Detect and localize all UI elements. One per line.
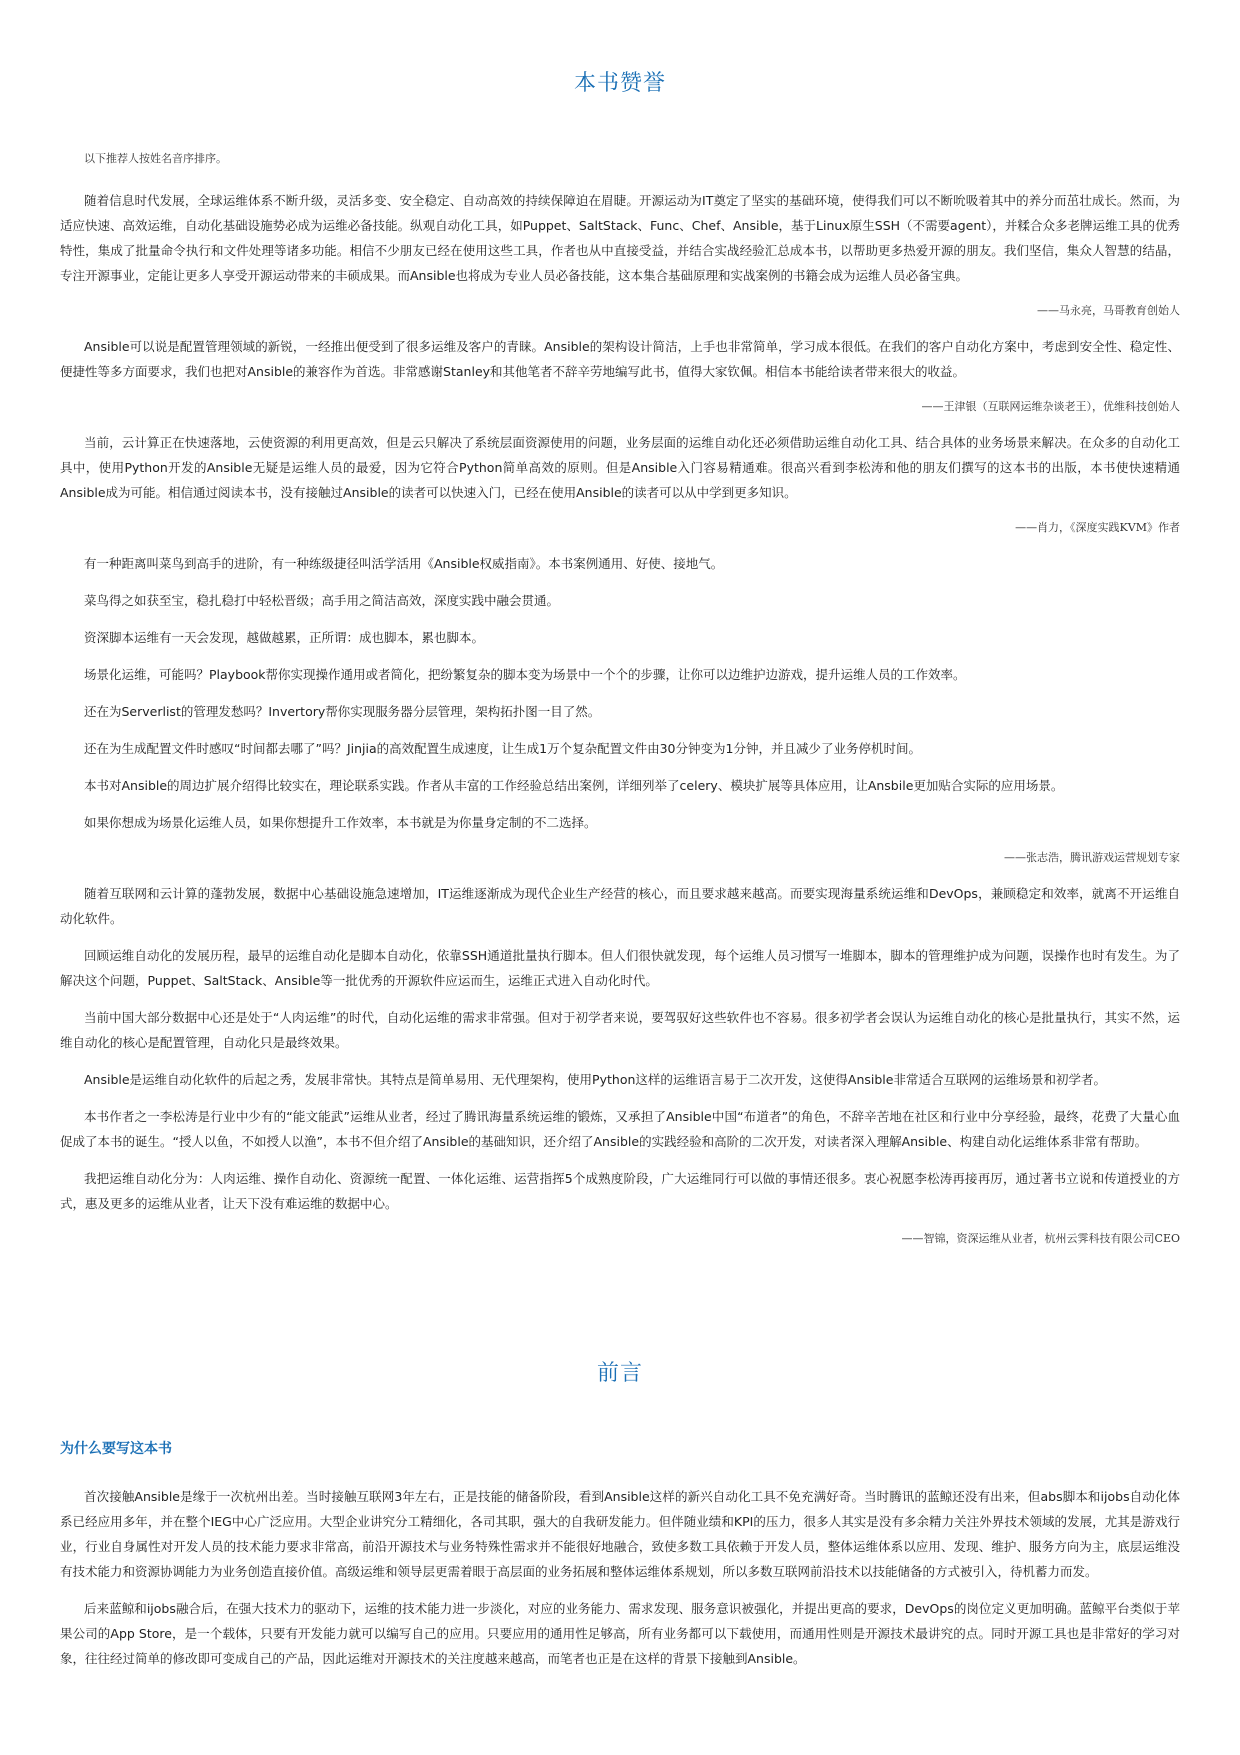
preface-paragraph: 首次接触Ansible是缘于一次杭州出差。当时接触互联网3年左右，正是技能的储备阶段，看到Ansible这样的新兴自动化工具不免充满好奇。当时腾讯的蓝鲸还没有出来，但abs脚本和ijobs自动化体系已经应用多年，并在整个IEG中心广泛应用。大型企业讲究分工精细化，各司其职，强大的自我研发能力。但伴随业绩和KPI的压力，很多人其实是没有多余精力关注外界技术领域的发展，尤其是游戏行业，行业自身属性对开发人员的技术能力要求非常高，前沿开源技术与业务特殊性需求并不能很好地融合，致使多数工具依赖于开发人员，整体运维体系以应用、发现、维护、服务方向为主，底层运维没有技术能力和资源协调能力为业务创造直接价值。高级运维和领导层更需着眼于高层面的业务拓展和整体运维体系规划，所以多数互联网前沿技术以技能储备的方式被引入，待机蓄力而发。: [60, 1489, 1180, 1579]
endorsement-line: 本书对Ansible的周边扩展介绍得比较实在，理论联系实践。作者从丰富的工作经验总结出案例，详细列举了celery、模块扩展等具体应用，让Ansbile更加贴合实际的应用场景。: [84, 778, 1064, 793]
endorsement-2: [60, 334, 1180, 418]
endorsement-paragraph: 回顾运维自动化的发展历程，最早的运维自动化是脚本自动化，依靠SSH通道批量执行脚本。但人们很快就发现，每个运维人员习惯写一堆脚本，脚本的管理维护成为问题，误操作也时有发生。为了解决这个问题，Puppet、SaltStack、Ansible等一批优秀的开源软件应运而生，运维正式进入自动化时代。: [60, 948, 1180, 988]
endorsement-paragraph: 本书作者之一李松涛是行业中少有的“能文能武”运维从业者，经过了腾讯海量系统运维的锻炼，又承担了Ansible中国“布道者”的角色，不辞辛苦地在社区和行业中分享经验，最终，花费了大量心血促成了本书的诞生。“授人以鱼，不如授人以渔”，本书不但介绍了Ansible的基础知识，还介绍了Ansible的实践经验和高阶的二次开发，对读者深入理解Ansible、构建自动化运维体系非常有帮助。: [60, 1109, 1180, 1149]
endorsement-paragraph: 我把运维自动化分为：人肉运维、操作自动化、资源统一配置、一体化运维、运营指挥5个成熟度阶段，广大运维同行可以做的事情还很多。衷心祝愿李松涛再接再厉，通过著书立说和传道授业的方式，惠及更多的运维从业者，让天下没有难运维的数据中心。: [60, 1171, 1180, 1211]
endorsement-line: 菜鸟得之如获至宝，稳扎稳打中轻松晋级；高手用之简洁高效，深度实践中融会贯通。: [84, 593, 560, 608]
section-title-endorsements: 本书赞誉: [573, 71, 666, 96]
preface-body: [60, 1484, 1180, 1683]
endorsement-4: [60, 551, 1180, 869]
preface-paragraph: 后来蓝鲸和ijobs融合后，在强大技术力的驱动下，运维的技术能力进一步淡化，对应的业务能力、需求发现、服务意识被强化，并提出更高的要求，DevOps的岗位定义更加明确。蓝鲸平台类似于苹果公司的App Store，是一个载体，只要有开发能力就可以编写自己的应用。只要应用的通用性足够高，所有业务都可以下载使用，而通用性则是开源技术最讲究的点。同时开源工具也是非常好的学习对象，往往经过简单的修改即可变成自己的产品，因此运维对开源技术的关注度越来越高，而笔者也正是在这样的背景下接触到Ansible。: [60, 1601, 1180, 1666]
endorsement-signature: ——肖力，《深度实践KVM》作者: [1015, 521, 1180, 534]
endorsement-line: 资深脚本运维有一天会发现，越做越累，正所谓：成也脚本，累也脚本。: [84, 630, 485, 645]
endorsement-line: 如果你想成为场景化运维人员，如果你想提升工作效率，本书就是为你量身定制的不二选择。: [84, 815, 597, 830]
endorsement-paragraph: 随着信息时代发展，全球运维体系不断升级，灵活多变、安全稳定、自动高效的持续保障迫在眉睫。开源运动为IT奠定了坚实的基础环境，使得我们可以不断吮吸着其中的养分而茁壮成长。然而，为适应快速、高效运维，自动化基础设施势必成为运维必备技能。纵观自动化工具，如Puppet、SaltStack、Func、Chef、Ansible，基于Linux原生SSH（不需要agent），并糅合众多老牌运维工具的优秀特性，集成了批量命令执行和文件处理等诸多功能。相信不少朋友已经在使用这些工具，作者也从中直接受益，并结合实战经验汇总成本书，以帮助更多热爱开源的朋友。我们坚信，集众人智慧的结晶，专注开源事业，定能让更多人享受开源运动带来的丰硕成果。而Ansible也将成为专业人员必备技能，这本集合基础原理和实战案例的书籍会成为运维人员必备宝典。: [60, 193, 1180, 283]
endorsements-section: [60, 150, 1180, 1262]
ordering-note: 以下推荐人按姓名音序排序。: [84, 152, 227, 165]
endorsement-line: 还在为Serverlist的管理发愁吗？Invertory帮你实现服务器分层管理，架构拓扑图一目了然。: [84, 704, 601, 719]
preface-subheading: 为什么要写这本书: [60, 1441, 172, 1457]
endorsement-paragraph: 随着互联网和云计算的蓬勃发展，数据中心基础设施急速增加，IT运维逐渐成为现代企业生产经营的核心，而且要求越来越高。而要实现海量系统运维和DevOps，兼顾稳定和效率，就离不开运维自动化软件。: [60, 886, 1180, 926]
endorsement-line: 有一种距离叫菜鸟到高手的进阶，有一种练级捷径叫活学活用《Ansible权威指南》。本书案例通用、好使、接地气。: [84, 556, 724, 571]
endorsement-3: [60, 430, 1180, 539]
endorsement-paragraph: Ansible是运维自动化软件的后起之秀，发展非常快。其特点是简单易用、无代理架构，使用Python这样的运维语言易于二次开发，这使得Ansible非常适合互联网的运维场景和初学者。: [84, 1072, 1106, 1087]
endorsement-signature: ——智锦，资深运维从业者，杭州云霁科技有限公司CEO: [901, 1232, 1180, 1245]
endorsement-1: [60, 188, 1180, 322]
endorsement-paragraph: 当前中国大部分数据中心还是处于“人肉运维”的时代，自动化运维的需求非常强。但对于初学者来说，要驾驭好这些软件也不容易。很多初学者会误认为运维自动化的核心是批量执行，其实不然，运维自动化的核心是配置管理，自动化只是最终效果。: [60, 1010, 1180, 1050]
section-title-preface: 前言: [596, 1361, 643, 1386]
endorsement-signature: ——王津银（互联网运维杂谈老王），优维科技创始人: [921, 400, 1180, 413]
endorsement-paragraph: 当前，云计算正在快速落地，云使资源的利用更高效，但是云只解决了系统层面资源使用的问题，业务层面的运维自动化还必须借助运维自动化工具、结合具体的业务场景来解决。在众多的自动化工具中，使用Python开发的Ansible无疑是运维人员的最爱，因为它符合Python简单高效的原则。但是Ansible入门容易精通难。很高兴看到李松涛和他的朋友们撰写的这本书的出版，本书使快速精通Ansible成为可能。相信通过阅读本书，没有接触过Ansible的读者可以快速入门，已经在使用Ansible的读者可以从中学到更多知识。: [60, 435, 1180, 500]
endorsement-5: [60, 881, 1180, 1250]
endorsement-signature: ——张志浩，腾讯游戏运营规划专家: [1004, 851, 1180, 864]
endorsement-line: 场景化运维，可能吗？Playbook帮你实现操作通用或者简化，把纷繁复杂的脚本变为场景中一个个的步骤，让你可以边维护边游戏，提升运维人员的工作效率。: [84, 667, 966, 682]
endorsement-line: 还在为生成配置文件时感叹“时间都去哪了”吗？Jinjia的高效配置生成速度，让生成1万个复杂配置文件由30分钟变为1分钟，并且减少了业务停机时间。: [84, 741, 921, 756]
endorsement-paragraph: Ansible可以说是配置管理领域的新锐，一经推出便受到了很多运维及客户的青睐。Ansible的架构设计简洁，上手也非常简单，学习成本很低。在我们的客户自动化方案中，考虑到安全性、稳定性、便捷性等多方面要求，我们也把对Ansible的兼容作为首选。非常感谢Stanley和其他笔者不辞辛劳地编写此书，值得大家钦佩。相信本书能给读者带来很大的收益。: [60, 339, 1180, 379]
endorsement-signature: ——马永亮，马哥教育创始人: [1037, 304, 1180, 317]
